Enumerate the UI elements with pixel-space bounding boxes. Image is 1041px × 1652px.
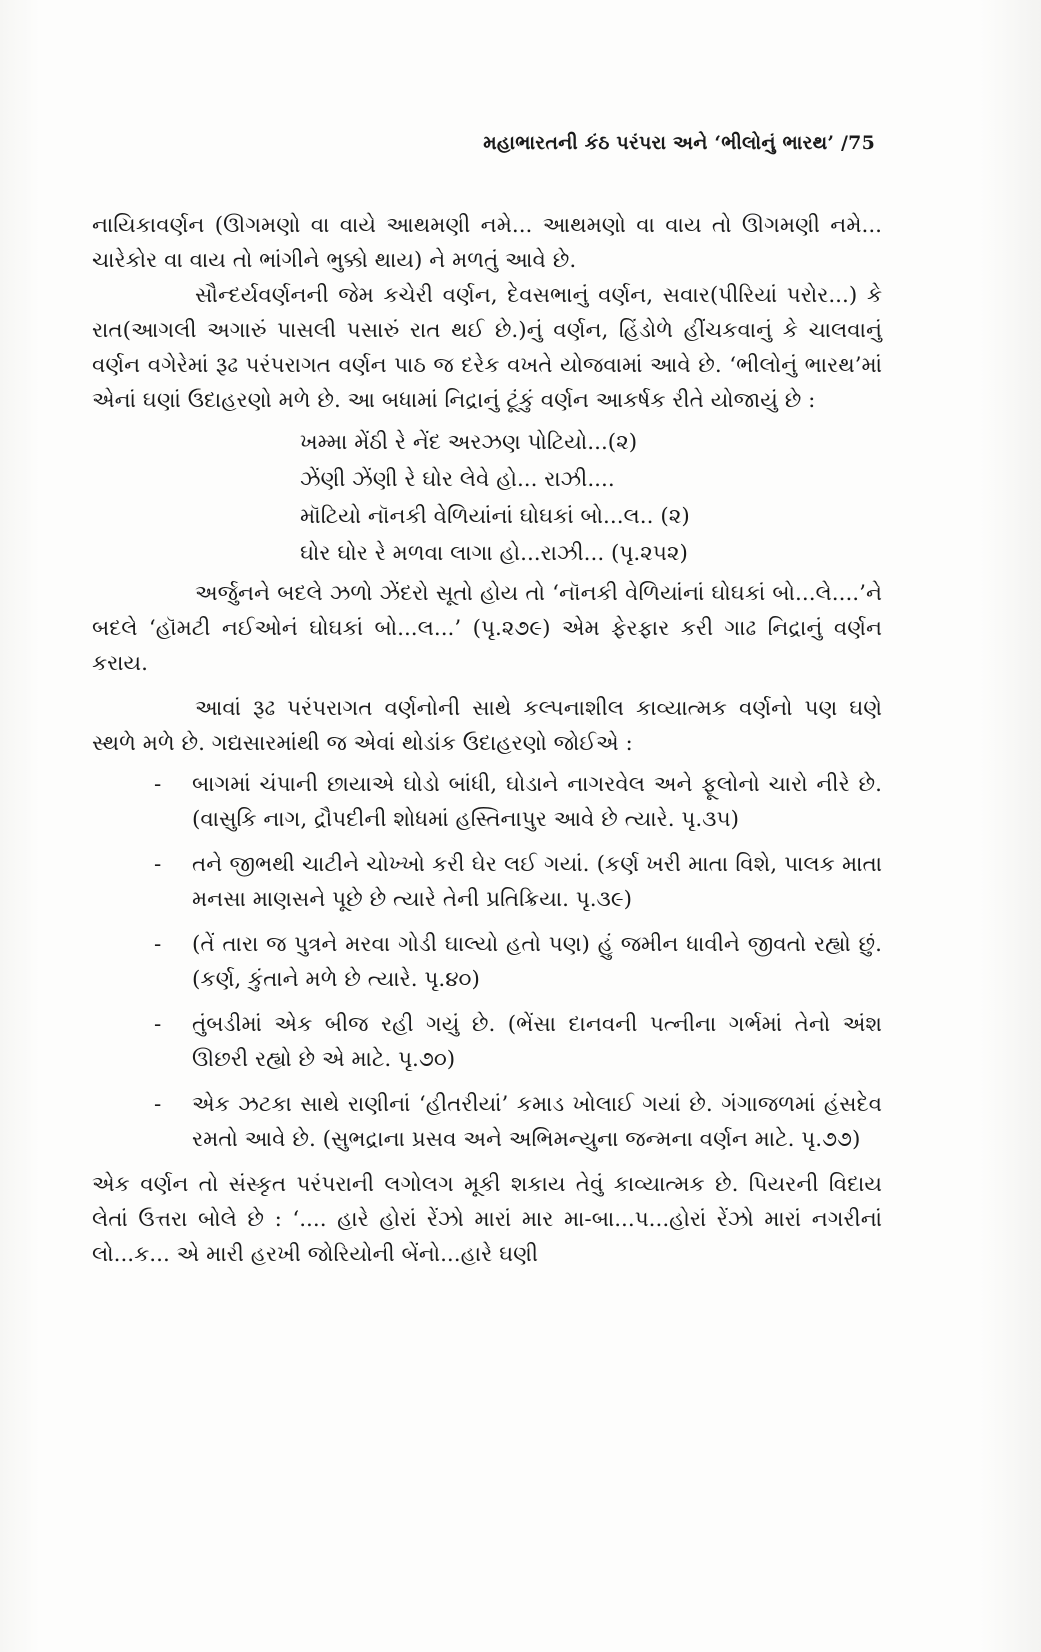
- running-header: મહાભારતની કંઠ પરંપરા અને ‘ભીલોનું ભારથ’ /75: [483, 132, 875, 154]
- list-dash: -: [154, 852, 162, 877]
- page-body: [92, 208, 882, 1272]
- verse-line: ખમ્મા મેંઠી રે નેંદ અરઝણ પોટિયો...(૨): [300, 430, 638, 455]
- paragraph-4: આવાં રૂઢ પરંપરાગત વર્ણનોની સાથે કલ્પનાશીલ કાવ્યાત્મક વર્ણનો પણ ઘણે સ્થળે મળે છે. ગદ્યસારમાંથી જ એવાં થોડાંક ઉદાહરણો જોઈએ :: [92, 696, 882, 756]
- paragraph-1: નાયિકાવર્ણન (ઊગમણો વા વાયે આથમણી નમે... આથમણો વા વાય તો ઊગમણી નમે... ચારેકોર વા વાય તો ભાંગીને ભુક્કો થાય) ને મળતું આવે છે.: [92, 213, 882, 273]
- list-dash: -: [154, 772, 162, 797]
- list-item: [92, 927, 882, 997]
- list-item-text: એક ઝટકા સાથે રાણીનાં ‘હીતરીયાં’ કમાડ ખોલાઈ ગયાં છે. ગંગાજળમાં હંસદેવ રમતો આવે છે. (સુભદ્રાના પ્રસવ અને અભિમન્યુના જન્મના વર્ણન માટે. પૃ.૭૭): [192, 1092, 882, 1152]
- list-item: [92, 847, 882, 917]
- paragraph-3: અર્જુનને બદલે ઝળો ઝેંદરો સૂતો હોય તો ‘નૉનકી વેળિયાંનાં ઘોઘકાં બો...લે....’ને બદલે ‘હૉમટી નઈઓનં ઘોઘકાં બો...લ...’ (પૃ.૨૭૯) એમ ફેરફાર કરી ગાઢ નિદ્રાનું વર્ણન કરાય.: [92, 581, 882, 676]
- paragraph-5: એક વર્ણન તો સંસ્કૃત પરંપરાની લગોલગ મૂકી શકાય તેવું કાવ્યાત્મક છે. પિયરની વિદાય લેતાં ઉત્તરા બોલે છે : ‘.... હારે હોરાં રેંઝો મારાં માર મા-બા...પ...હોરાં રેંઝો મારાં નગરીનાં લો...ક... એ મારી હરખી જોરિયોની બેંનો...હારે ઘણી: [92, 1172, 882, 1267]
- examples-list: [92, 767, 882, 1157]
- verse-line: મૉટિયો નૉનકી વેળિયાંનાં ઘોઘકાં બો...લ.. (૨): [300, 504, 690, 529]
- list-item-text: તુંબડીમાં એક બીજ રહી ગયું છે. (ભેંસા દાનવની પત્નીના ગર્ભમાં તેનો અંશ ઊછરી રહ્યો છે એ માટે. પૃ.૭૦): [192, 1012, 882, 1072]
- list-dash: -: [154, 932, 162, 957]
- list-item: [92, 1007, 882, 1077]
- list-dash: -: [154, 1092, 162, 1117]
- list-item: [92, 1087, 882, 1157]
- verse-block: [300, 424, 882, 572]
- verse-line: ઘોર ઘોર રે મળવા લાગા હો...રાઝી... (પૃ.૨૫૨): [300, 541, 688, 566]
- list-item-text: બાગમાં ચંપાની છાયાએ ઘોડો બાંધી, ઘોડાને નાગરવેલ અને ફૂલોનો ચારો નીરે છે. (વાસુકિ નાગ, દ્રૌપદીની શોધમાં હસ્તિનાપુર આવે છે ત્યારે. પૃ.૩૫): [192, 772, 882, 832]
- verse-line: ઝેંણી ઝેંણી રે ઘોર લેવે હો... રાઝી....: [300, 467, 615, 492]
- list-item-text: તને જીભથી ચાટીને ચોખ્ખો કરી ઘેર લઈ ગયાં. (કર્ણ ખરી માતા વિશે, પાલક માતા મનસા માણસને પૂછે છે ત્યારે તેની પ્રતિક્રિયા. પૃ.૩૯): [192, 852, 882, 912]
- list-dash: -: [154, 1012, 162, 1037]
- list-item-text: (તેં તારા જ પુત્રને મરવા ગોડી ઘાલ્યો હતો પણ) હું જમીન ધાવીને જીવતો રહ્યો છું. (કર્ણ, કુંતાને મળે છે ત્યારે. પૃ.૪૦): [192, 932, 882, 992]
- list-item: [92, 767, 882, 837]
- paragraph-2: સૌન્દર્યવર્ણનની જેમ કચેરી વર્ણન, દેવસભાનું વર્ણન, સવાર(પીરિયાં પરોર...) કે રાત(આગલી અગારું પાસલી પસારું રાત થઈ છે.)નું વર્ણન, હિંડોળે હીંચકવાનું કે ચાલવાનું વર્ણન વગેરેમાં રૂઢ પરંપરાગત વર્ણન પાઠ જ દરેક વખતે યોજવામાં આવે છે. ‘ભીલોનું ભારથ’માં એનાં ઘણાં ઉદાહરણો મળે છે. આ બધામાં નિદ્રાનું ટૂંકું વર્ણન આકર્ષક રીતે યોજાયું છે :: [92, 283, 882, 413]
